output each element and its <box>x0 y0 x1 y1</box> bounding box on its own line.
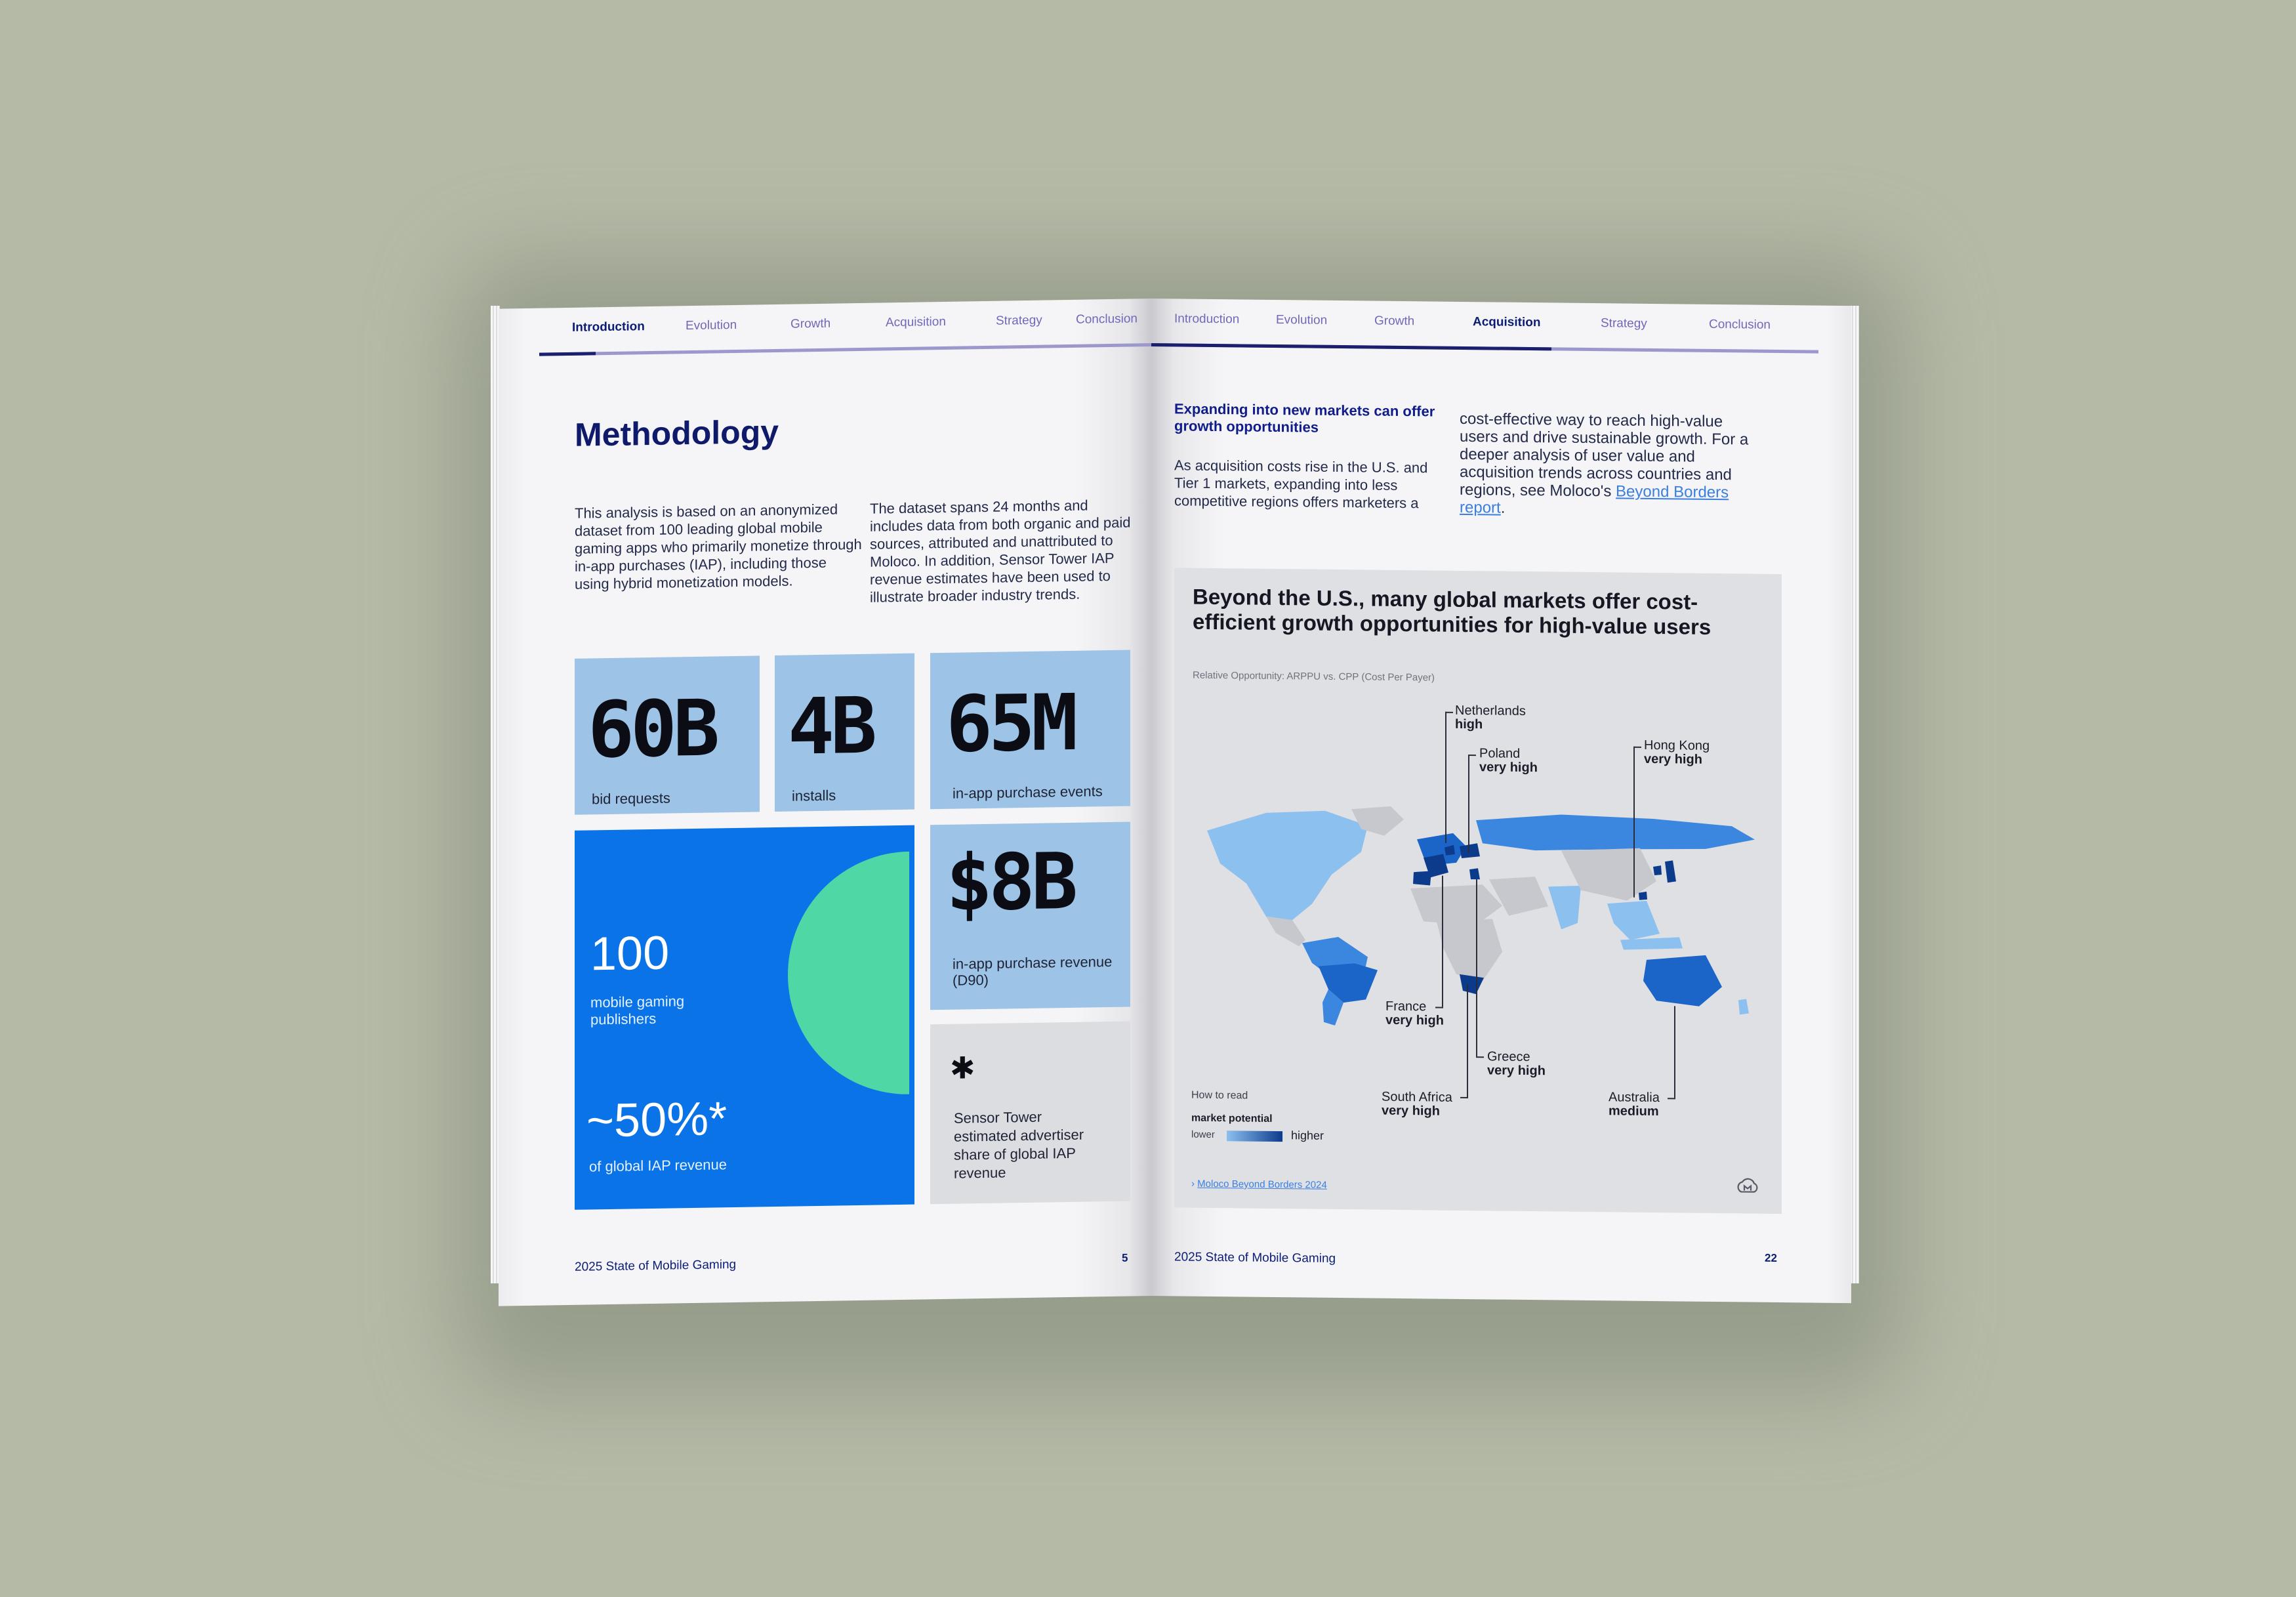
callout-level: high <box>1455 716 1483 732</box>
nav-progress-fill <box>1151 343 1551 350</box>
iap-share-half-pie <box>771 852 909 1096</box>
legend-high-label: higher <box>1291 1129 1324 1142</box>
stat-tile-installs <box>775 653 914 812</box>
callout-australia <box>1609 1090 1660 1119</box>
callout-country: Australia <box>1609 1090 1660 1106</box>
map-region-southeast-asia <box>1607 900 1660 940</box>
tab-conclusion[interactable]: Conclusion <box>1709 317 1771 332</box>
callout-level: very high <box>1382 1103 1440 1119</box>
moloco-logo-icon <box>1736 1176 1759 1195</box>
tab-acquisition[interactable]: Acquisition <box>1473 315 1541 330</box>
note-text: Sensor Tower estimated advertiser share of global IAP revenue <box>954 1108 1084 1182</box>
leader-line-poland <box>1468 755 1469 853</box>
map-region-central-africa <box>1437 919 1502 982</box>
tab-strategy[interactable]: Strategy <box>1601 316 1647 331</box>
callout-country: Netherlands <box>1455 703 1526 718</box>
stat-tile-bid-requests <box>575 655 760 814</box>
leader-tick-hong-kong <box>1633 747 1641 748</box>
callout-hong-kong <box>1644 739 1710 767</box>
acquisition-col1: As acquisition costs rise in the U.S. and Tier 1 markets, expanding into less competitive regions offers marketers a <box>1174 457 1428 512</box>
callout-country: Hong Kong <box>1644 737 1710 753</box>
stat-tile-iap-events <box>930 650 1130 810</box>
iap-share-slice <box>788 852 909 1096</box>
map-subtitle: Relative Opportunity: ARPPU vs. CPP (Cost Per Payer) <box>1193 669 1435 684</box>
callout-level: very high <box>1487 1063 1546 1079</box>
map-region-hong-kong <box>1639 892 1647 900</box>
leader-line-greece <box>1476 879 1477 1056</box>
tab-introduction[interactable]: Introduction <box>572 320 645 335</box>
iap-share-label: of global IAP revenue <box>589 1156 727 1175</box>
map-region-russia <box>1476 814 1755 852</box>
map-region-north-america <box>1207 810 1368 921</box>
source-arrow-icon: › <box>1191 1178 1195 1190</box>
map-region-india <box>1548 885 1581 930</box>
page-title: Methodology <box>575 413 779 453</box>
map-figure <box>1174 568 1782 1214</box>
leader-tick-greece <box>1476 1056 1484 1058</box>
tab-growth[interactable]: Growth <box>790 316 831 331</box>
stat-value: 60B <box>588 682 716 776</box>
iap-share-value: ~50%* <box>586 1092 728 1148</box>
publishers-tile <box>575 825 914 1210</box>
tab-evolution[interactable]: Evolution <box>1276 312 1328 327</box>
leader-tick-netherlands <box>1445 712 1453 713</box>
map-region-korea <box>1653 865 1662 875</box>
nav-progress-bar <box>539 343 1151 356</box>
callout-level: medium <box>1609 1104 1659 1119</box>
footer-title: 2025 State of Mobile Gaming <box>1174 1250 1336 1266</box>
map-region-central-america <box>1266 917 1305 947</box>
leader-tick-south-africa <box>1460 1097 1468 1098</box>
callout-country: South Africa <box>1382 1089 1452 1105</box>
callout-country: Greece <box>1487 1049 1530 1065</box>
right-nav <box>1151 299 1851 352</box>
stat-value: $8B <box>946 835 1075 928</box>
map-region-greece <box>1469 868 1480 879</box>
source-link[interactable]: Moloco Beyond Borders 2024 <box>1197 1178 1327 1191</box>
callout-south-africa <box>1382 1090 1452 1119</box>
legend-how-to-read: How to read <box>1191 1089 1248 1102</box>
left-nav <box>499 299 1151 355</box>
publishers-label: mobile gaming publishers <box>590 993 685 1028</box>
left-page <box>499 299 1151 1306</box>
tab-growth[interactable]: Growth <box>1374 314 1415 329</box>
legend-gradient <box>1227 1130 1282 1142</box>
tab-introduction[interactable]: Introduction <box>1174 312 1240 327</box>
stat-label: bid requests <box>592 789 670 808</box>
tab-evolution[interactable]: Evolution <box>686 318 737 333</box>
legend-low-label: lower <box>1191 1129 1215 1141</box>
map-region-new-zealand <box>1738 999 1749 1014</box>
methodology-col1: This analysis is based on an anonymized dataset from 100 leading global mobile gaming apps who primarily monetize through in-app purchases (IAP), including those using hybrid monetization models. <box>575 501 862 592</box>
stat-label: in-app purchase revenue (D90) <box>953 953 1113 989</box>
section-heading: Expanding into new markets can offer growth opportunities <box>1174 400 1435 436</box>
tab-acquisition[interactable]: Acquisition <box>886 314 946 330</box>
note-tile <box>930 1022 1130 1205</box>
nav-progress-bar <box>1151 343 1818 354</box>
callout-country: France <box>1385 999 1427 1014</box>
callout-greece <box>1487 1050 1546 1078</box>
source-note <box>1191 1178 1327 1191</box>
callout-france <box>1385 1000 1444 1028</box>
callout-poland <box>1479 747 1538 775</box>
map-region-australia <box>1643 955 1722 1006</box>
legend-title: market potential <box>1191 1112 1273 1125</box>
callout-country: Poland <box>1479 746 1521 761</box>
leader-line-south-africa <box>1467 984 1468 1097</box>
col2-end: . <box>1500 499 1506 517</box>
callout-netherlands <box>1455 704 1526 732</box>
leader-line-hong-kong <box>1633 747 1635 898</box>
methodology-col2: The dataset spans 24 months and includes data from both organic and paid sources, attributed and unattributed to Moloco. In addition, Sensor Tower IAP revenue estimates have been used to illustrate broader industry trends. <box>870 497 1131 606</box>
page-edges-right <box>1850 306 1859 1283</box>
stat-tile-iap-revenue <box>930 822 1130 1010</box>
col2-text: cost-effective way to reach high-value users and drive sustainable growth. For a deeper analysis of user value and acquisition trends across countries and regions, see Moloco's <box>1460 409 1749 501</box>
footer-title: 2025 State of Mobile Gaming <box>575 1257 737 1274</box>
publishers-value: 100 <box>590 926 670 981</box>
stat-value: 65M <box>946 676 1075 770</box>
callout-level: very high <box>1644 751 1702 767</box>
leader-line-netherlands <box>1445 712 1446 843</box>
asterisk-icon: ✱ <box>950 1050 975 1085</box>
page-number: 5 <box>1122 1251 1128 1264</box>
page-number: 22 <box>1765 1251 1777 1264</box>
leader-tick-australia <box>1668 1098 1675 1099</box>
map-region-middle-east <box>1489 876 1548 916</box>
leader-tick-poland <box>1468 755 1476 756</box>
acquisition-col2 <box>1460 410 1761 520</box>
beyond-borders-link[interactable]: Beyond Borders report <box>1460 482 1729 517</box>
stat-label: installs <box>792 787 836 804</box>
leader-line-france <box>1442 876 1443 1007</box>
right-page <box>1151 299 1851 1303</box>
stat-value: 4B <box>788 680 874 772</box>
callout-level: very high <box>1479 760 1538 776</box>
stat-label: in-app purchase events <box>953 783 1103 802</box>
map-title: Beyond the U.S., many global markets offer cost-efficient growth opportunities for high-value users <box>1193 584 1712 639</box>
leader-line-australia <box>1674 1006 1675 1098</box>
nav-progress-fill <box>539 352 596 356</box>
callout-level: very high <box>1385 1012 1444 1028</box>
tab-strategy[interactable]: Strategy <box>996 313 1042 328</box>
map-region-iberia <box>1413 871 1431 885</box>
map-region-japan <box>1665 860 1676 882</box>
tab-conclusion[interactable]: Conclusion <box>1076 312 1138 327</box>
